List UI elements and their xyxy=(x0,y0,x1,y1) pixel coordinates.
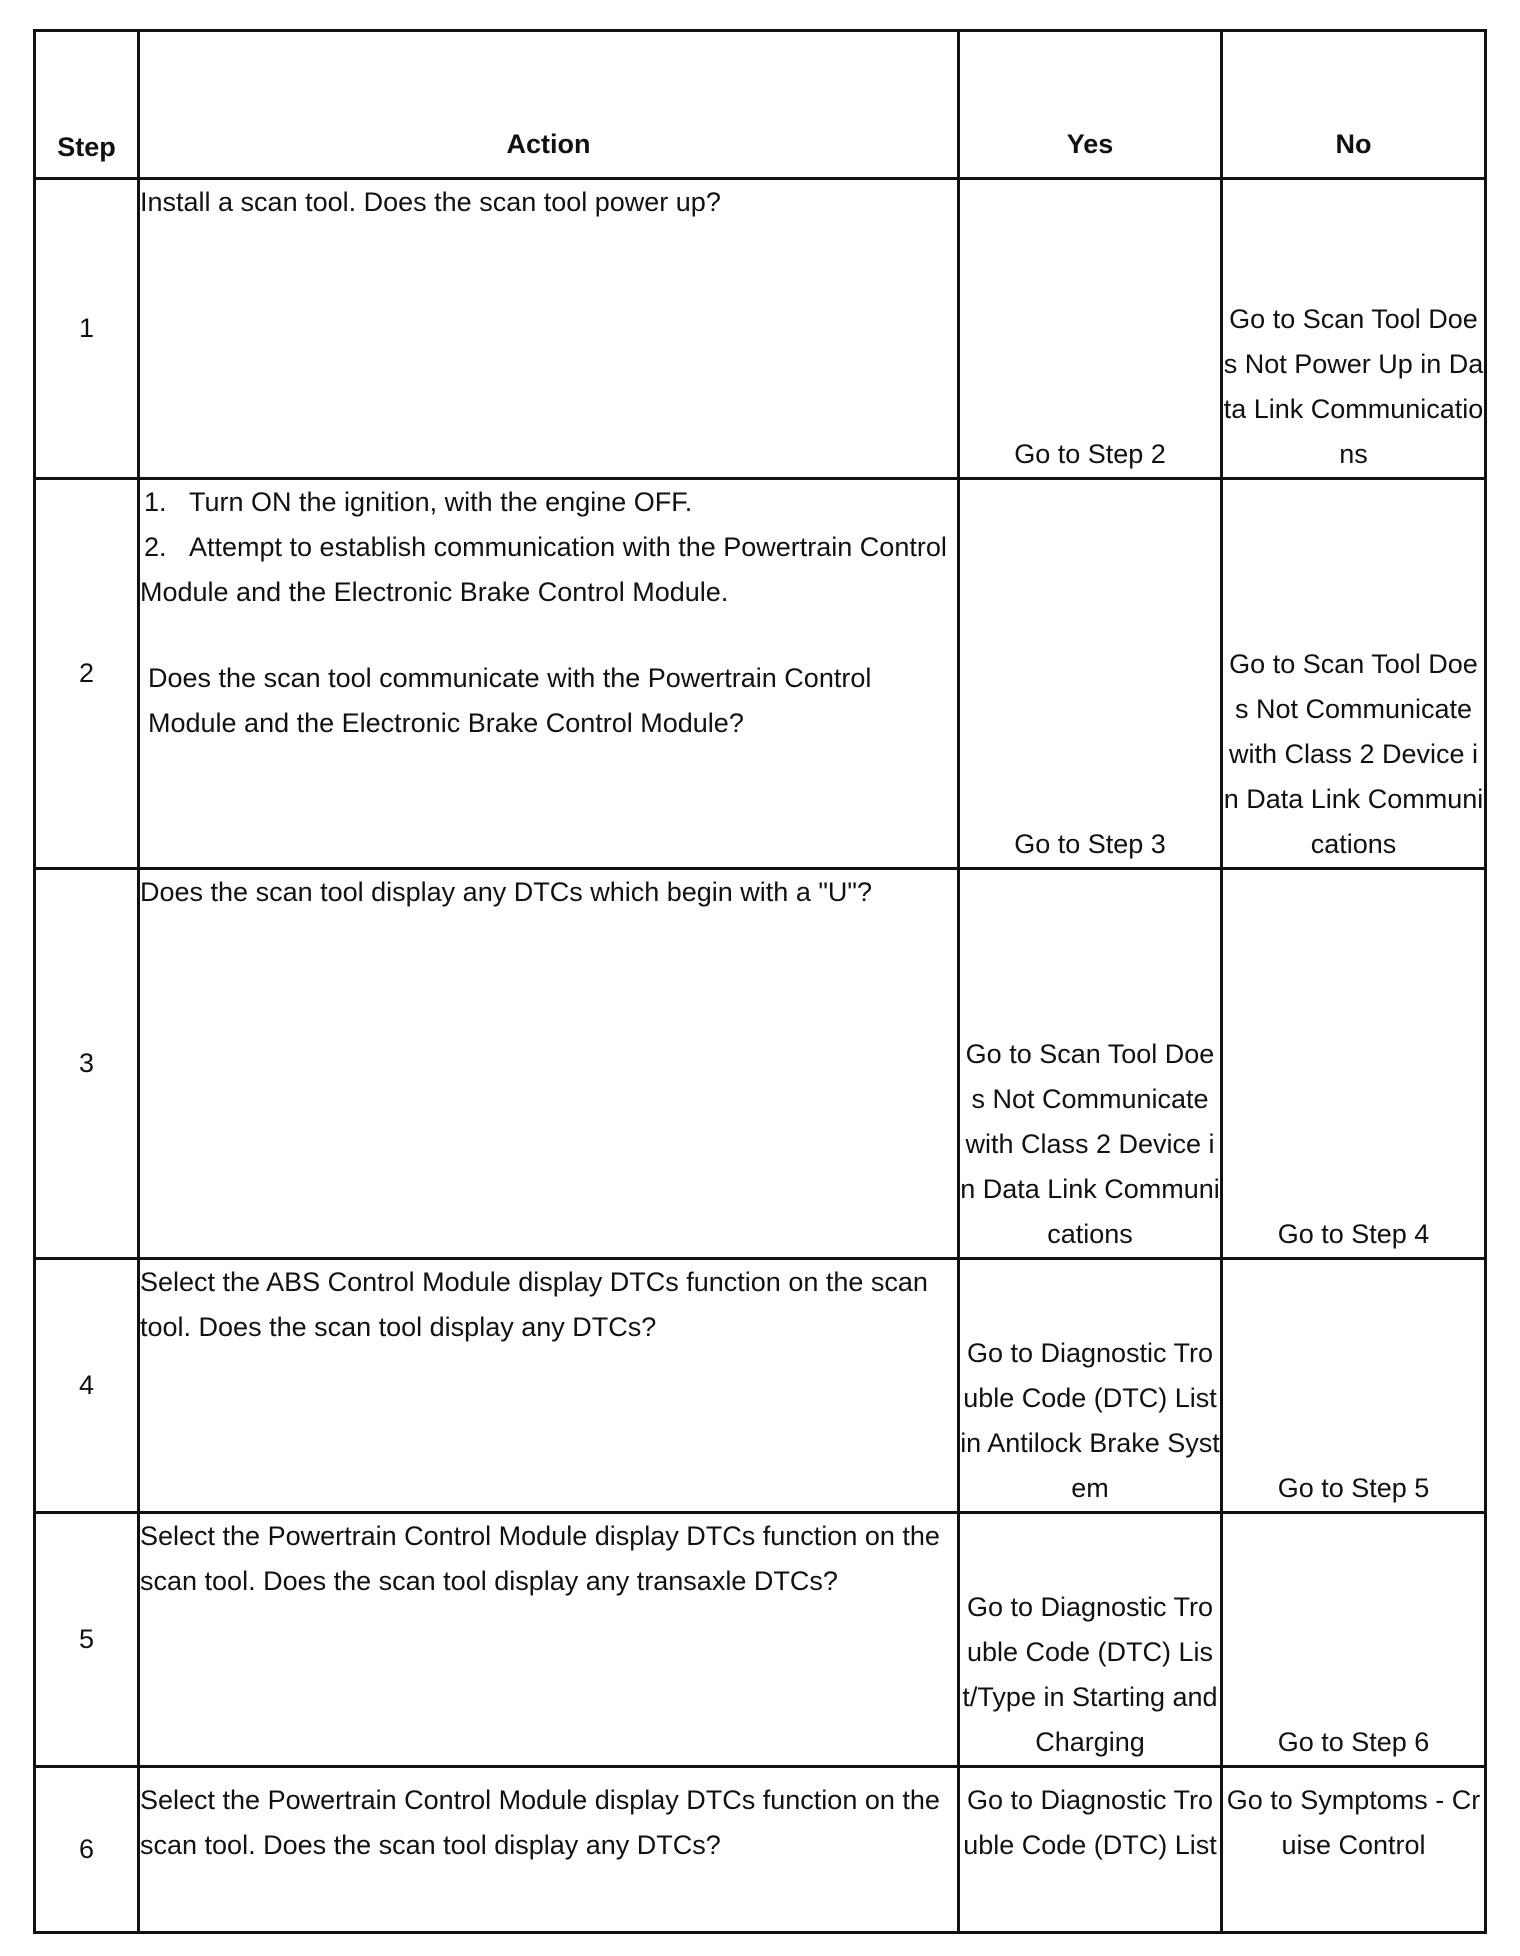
step-number: 4 xyxy=(35,1259,139,1513)
list-number: 2. xyxy=(144,532,167,562)
table-row xyxy=(35,179,1486,479)
action-text xyxy=(139,179,959,479)
list-item-text: Turn ON the ignition, with the engine OFF. xyxy=(189,487,693,517)
yes-result-link[interactable]: Go to Step 2 xyxy=(959,179,1222,479)
action-text xyxy=(139,1767,959,1933)
table-row xyxy=(35,1767,1486,1933)
step-number: 6 xyxy=(35,1767,139,1933)
no-result-link[interactable]: Go to Symptoms - Cruise Control xyxy=(1222,1767,1486,1933)
action-line: Install a scan tool. Does the scan tool power up? xyxy=(140,187,721,217)
step-number: 5 xyxy=(35,1513,139,1767)
action-text xyxy=(139,479,959,869)
table-row xyxy=(35,869,1486,1259)
yes-result-link[interactable]: Go to Step 3 xyxy=(959,479,1222,869)
spacer xyxy=(140,615,957,656)
header-action: Action xyxy=(139,31,959,179)
header-no: No xyxy=(1222,31,1486,179)
no-result-link[interactable]: Go to Scan Tool Does Not Power Up in Data Link Communications xyxy=(1222,179,1486,479)
action-text xyxy=(139,1259,959,1513)
no-result-link[interactable]: Go to Step 5 xyxy=(1222,1259,1486,1513)
yes-result-link[interactable]: Go to Diagnostic Trouble Code (DTC) List xyxy=(959,1767,1222,1933)
list-number: 1. xyxy=(144,487,167,517)
step-number: 1 xyxy=(35,179,139,479)
no-result-link[interactable]: Go to Step 6 xyxy=(1222,1513,1486,1767)
table-row xyxy=(35,1259,1486,1513)
list-item-text: Attempt to establish communication with the Powertrain Control Module and the Electronic Brake Control Module. xyxy=(140,532,947,607)
header-yes: Yes xyxy=(959,31,1222,179)
header-step: Step xyxy=(35,31,139,179)
action-line: Does the scan tool display any DTCs which begin with a "U"? xyxy=(140,877,873,907)
action-line: Select the Powertrain Control Module display DTCs function on the scan tool. Does the scan tool display any transaxle DTCs? xyxy=(140,1521,940,1596)
action-text xyxy=(139,1513,959,1767)
no-result-link[interactable]: Go to Step 4 xyxy=(1222,869,1486,1259)
action-list-item xyxy=(140,525,957,615)
table-row xyxy=(35,1513,1486,1767)
action-line: Select the Powertrain Control Module display DTCs function on the scan tool. Does the scan tool display any DTCs? xyxy=(140,1785,940,1860)
step-number: 2 xyxy=(35,479,139,869)
step-number: 3 xyxy=(35,869,139,1259)
diagnostic-table xyxy=(33,29,1487,1934)
no-result-link[interactable]: Go to Scan Tool Does Not Communicate with Class 2 Device in Data Link Communications xyxy=(1222,479,1486,869)
action-list-item xyxy=(140,480,957,525)
header-row xyxy=(35,31,1486,179)
table-row xyxy=(35,479,1486,869)
action-line: Select the ABS Control Module display DTCs function on the scan tool. Does the scan tool display any DTCs? xyxy=(140,1267,928,1342)
action-question: Does the scan tool communicate with the Powertrain Control Module and the Electronic Brake Control Module? xyxy=(148,663,872,738)
yes-result-link[interactable]: Go to Scan Tool Does Not Communicate with Class 2 Device in Data Link Communications xyxy=(959,869,1222,1259)
yes-result-link[interactable]: Go to Diagnostic Trouble Code (DTC) List/Type in Starting and Charging xyxy=(959,1513,1222,1767)
action-text xyxy=(139,869,959,1259)
yes-result-link[interactable]: Go to Diagnostic Trouble Code (DTC) List in Antilock Brake System xyxy=(959,1259,1222,1513)
